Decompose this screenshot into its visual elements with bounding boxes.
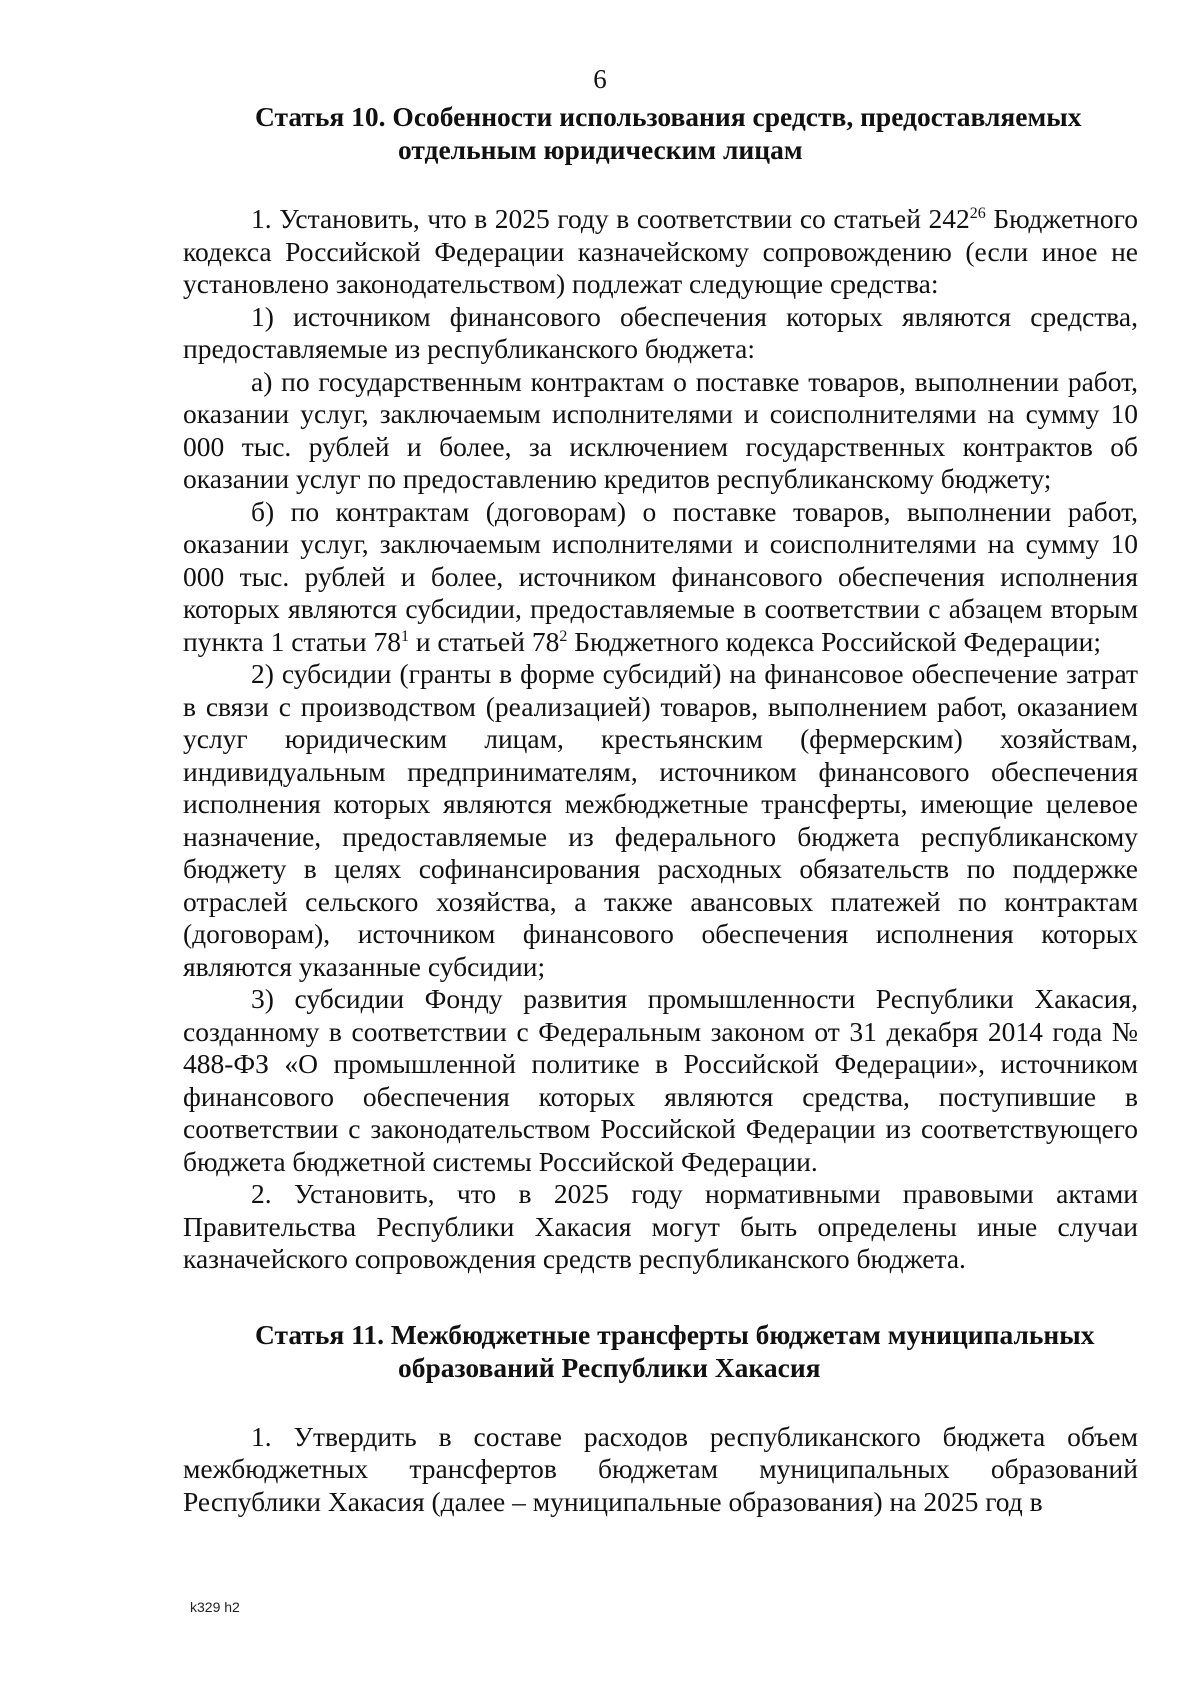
page-number: 6 [593, 64, 607, 94]
article-10-heading [183, 100, 1138, 166]
article-10-item-3: 3) субсидии Фонду развития промышленности Республики Хакасия, созданному в соответствии с Федеральным законом от 31 декабря 2014 года № 488-ФЗ «О промышленной политике в Российской Федерации», источником финансового обеспечения которых являются средства, поступившие в соответствии с законодательством Российской Федерации из соответствующего бюджета бюджетной системы Российской Федерации. [183, 983, 1138, 1177]
article-10-item-2: 2) субсидии (гранты в форме субсидий) на финансовое обеспечение затрат в связи с производством (реализацией) товаров, выполнением работ, оказанием услуг юридическим лицам, крестьянским (фермерским) хозяйствам, индивидуальным предпринимателям, источником финансового обеспечения исполнения которых являются межбюджетные трансферты, имеющие целевое назначение, предоставляемые из федерального бюджета республиканскому бюджету в целях софинансирования расходных обязательств по поддержке отраслей сельского хозяйства, а также авансовых платежей по контрактам (договорам), источником финансового обеспечения исполнения которых являются указанные субсидии; [183, 658, 1138, 982]
article-10-heading-line-2: отдельным юридическим лицам [398, 134, 803, 165]
article-10-item-1: 1) источником финансового обеспечения которых являются средства, предоставляемые из республиканского бюджета: [183, 300, 1138, 364]
article-10-item-1a: а) по государственным контрактам о поставке товаров, выполнении работ, оказании услуг, заключаемым исполнителями и соисполнителями на сумму 10 000 тыс. рублей и более, за исключением государственных контрактов об оказании услуг по предоставлению кредитов республиканскому бюджету; [183, 365, 1138, 494]
article-11-heading [183, 1318, 1138, 1384]
article-10-paragraph-1: 1. Установить, что в 2025 году в соответствии со статьей $242^{26}$ Бюджетного кодекса Российской Федерации казначейскому сопровождению (если иное не установлено законодательством) подлежат следующие средства: [183, 203, 1138, 299]
article-10-item-1b: б) по контрактам (договорам) о поставке товаров, выполнении работ, оказании услуг, заключаемым исполнителями и соисполнителями на сумму 10 000 тыс. рублей и более, источником финансового обеспечения исполнения которых являются субсидии, предоставляемые в соответствии с абзацем вторым пункта 1 статьи $78^1$ и статьей $78^2$ Бюджетного кодекса Российской Федерации; [183, 495, 1138, 657]
document-code: k329 h2 [190, 1599, 240, 1615]
article-11-heading-line-1: Статья 11. Межбюджетные трансферты бюджетам муниципальных [255, 1318, 1095, 1350]
article-10-paragraph-2: 2. Установить, что в 2025 году нормативными правовыми актами Правительства Республики Хакасия могут быть определены иные случаи казначейского сопровождения средств республиканского бюджета. [183, 1178, 1138, 1274]
article-10-heading-line-1: Статья 10. Особенности использования средств, предоставляемых [255, 101, 1082, 132]
document-body [183, 100, 1138, 1518]
article-11-paragraph-1: 1. Утвердить в составе расходов республиканского бюджета объем межбюджетных трансфертов бюджетам муниципальных образований Республики Хакасия (далее – муниципальные образования) на 2025 год в [183, 1420, 1138, 1517]
article-11-heading-line-2: образований Республики Хакасия [398, 1351, 821, 1383]
